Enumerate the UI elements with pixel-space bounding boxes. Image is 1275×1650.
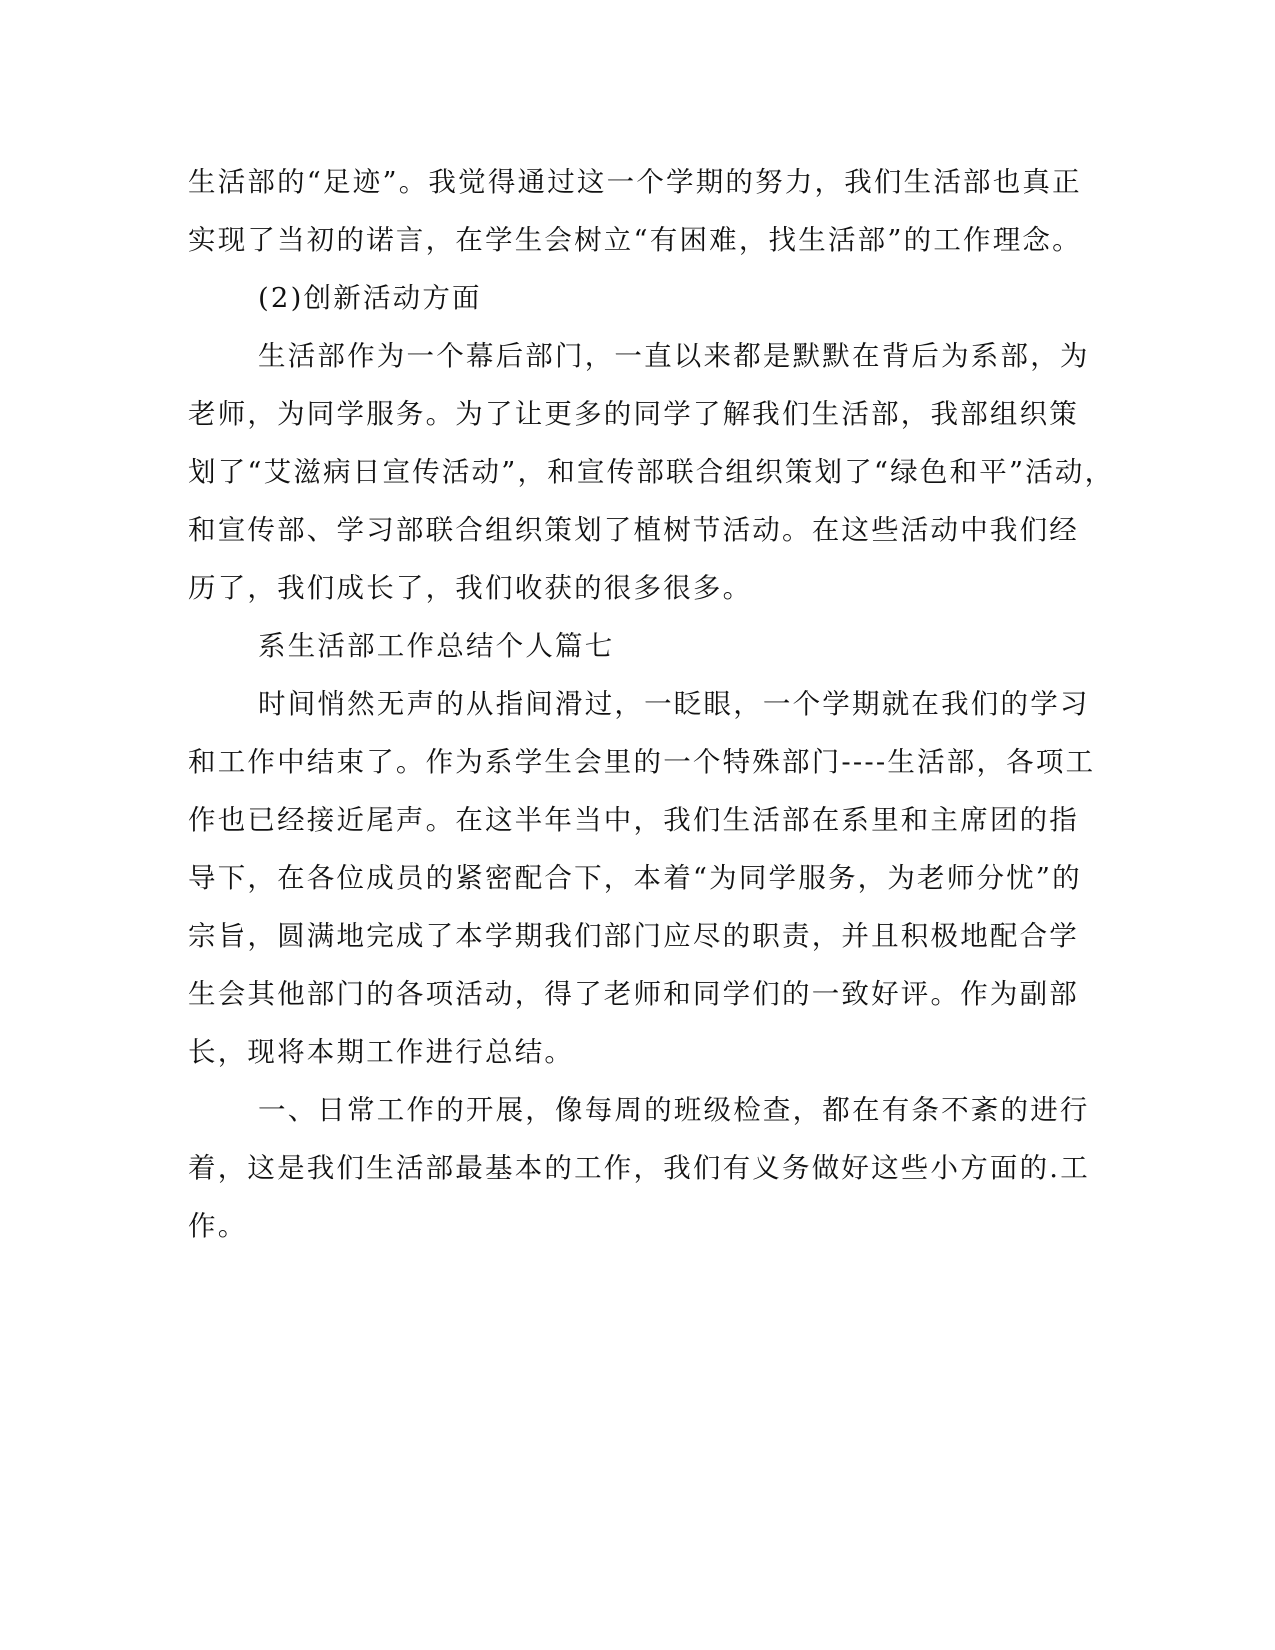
paragraph-line: 导下，在各位成员的紧密配合下，本着“为同学服务，为老师分忧”的 xyxy=(188,862,1082,894)
paragraph-line: 划了“艾滋病日宣传活动”，和宣传部联合组织策划了“绿色和平”活动， xyxy=(188,456,1115,488)
paragraph-line: 作也已经接近尾声。在这半年当中，我们生活部在系里和主席团的指 xyxy=(188,804,1079,836)
paragraph-line: 历了，我们成长了，我们收获的很多很多。 xyxy=(188,572,753,604)
paragraph-line: 生活部作为一个幕后部门，一直以来都是默默在背后为系部，为 xyxy=(258,340,1090,372)
paragraph-line: 生会其他部门的各项活动，得了老师和同学们的一致好评。作为副部 xyxy=(188,978,1079,1010)
paragraph-line: 长，现将本期工作进行总结。 xyxy=(188,1036,575,1068)
paragraph-line: 生活部的“足迹”。我觉得通过这一个学期的努力，我们生活部也真正 xyxy=(188,166,1082,198)
paragraph-line: 和宣传部、学习部联合组织策划了植树节活动。在这些活动中我们经 xyxy=(188,514,1079,546)
paragraph-line: 一、日常工作的开展，像每周的班级检查，都在有条不紊的进行 xyxy=(258,1094,1090,1126)
paragraph-line: 老师，为同学服务。为了让更多的同学了解我们生活部，我部组织策 xyxy=(188,398,1079,430)
paragraph-line: 着，这是我们生活部最基本的工作，我们有义务做好这些小方面的.工 xyxy=(188,1152,1090,1184)
section-heading: (2)创新活动方面 xyxy=(258,282,482,314)
paragraph-line: 和工作中结束了。作为系学生会里的一个特殊部门----生活部，各项工 xyxy=(188,746,1096,778)
paragraph-line: 作。 xyxy=(188,1210,248,1242)
paragraph-line: 宗旨，圆满地完成了本学期我们部门应尽的职责，并且积极地配合学 xyxy=(188,920,1079,952)
paragraph-line: 实现了当初的诺言，在学生会树立“有困难，找生活部”的工作理念。 xyxy=(188,224,1082,256)
section-heading: 系生活部工作总结个人篇七 xyxy=(258,630,615,662)
paragraph-line: 时间悄然无声的从指间滑过，一眨眼，一个学期就在我们的学习 xyxy=(258,688,1090,720)
